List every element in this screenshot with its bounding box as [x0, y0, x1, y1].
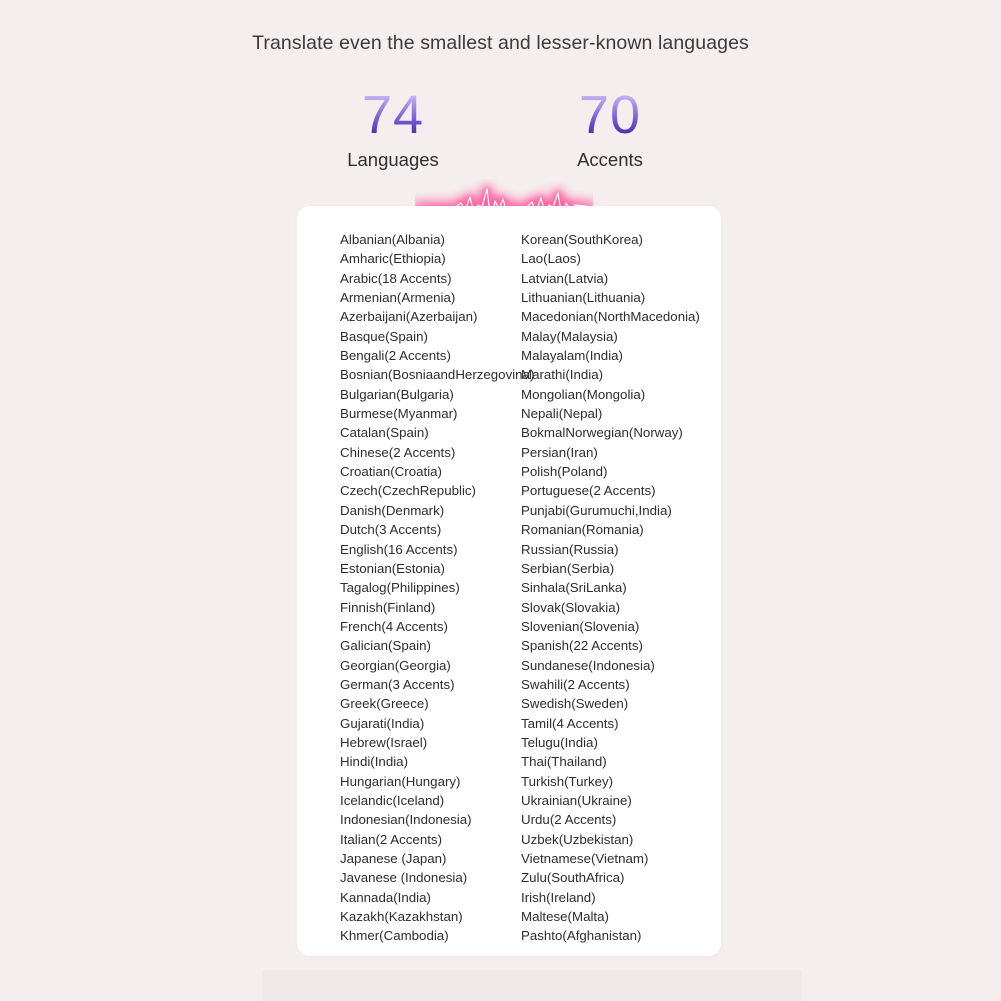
- language-column-left: [297, 230, 535, 946]
- language-list-item: Punjabi(Gurumuchi,India): [521, 502, 672, 518]
- languages-count: 74: [308, 86, 478, 144]
- page-title: Translate even the smallest and lesser-known languages: [252, 32, 749, 54]
- language-list-item: Sinhala(SriLanka): [521, 580, 627, 596]
- language-list-item: Galician(Spain): [340, 638, 431, 654]
- language-list-item: Armenian(Armenia): [340, 290, 456, 306]
- language-list-item: Khmer(Cambodia): [340, 928, 449, 944]
- language-list-item: Turkish(Turkey): [521, 773, 614, 789]
- language-list-item: Telugu(India): [521, 734, 598, 750]
- language-list-item: Nepali(Nepal): [521, 406, 603, 422]
- language-list-item: Gujarati(India): [340, 715, 425, 731]
- language-list-item: Romanian(Romania): [521, 522, 644, 538]
- language-list-item: French(4 Accents): [340, 618, 448, 634]
- language-list-item: Tagalog(Philippines): [340, 580, 460, 596]
- accents-count: 70: [525, 86, 695, 144]
- language-list-item: Persian(Iran): [521, 444, 598, 460]
- language-list-item: Urdu(2 Accents): [521, 812, 617, 828]
- language-list-item: Sundanese(Indonesia): [521, 657, 655, 673]
- language-list-item: Japanese (Japan): [340, 851, 447, 866]
- background-band: [262, 970, 802, 1001]
- language-list-item: Slovak(Slovakia): [521, 599, 621, 615]
- language-list-item: Bosnian(BosniaandHerzegovina): [340, 367, 535, 383]
- language-list-item: Uzbek(Uzbekistan): [521, 831, 634, 847]
- language-list-item: Polish(Poland): [521, 464, 608, 480]
- language-list-item: Irish(Ireland): [521, 889, 596, 905]
- language-list-item: Malay(Malaysia): [521, 328, 618, 344]
- language-list-item: Azerbaijani(Azerbaijan): [340, 309, 478, 325]
- language-list-item: Ukrainian(Ukraine): [521, 792, 632, 808]
- language-list-item: Amharic(Ethiopia): [340, 251, 446, 267]
- language-list-item: English(16 Accents): [340, 541, 458, 557]
- language-list-item: Finnish(Finland): [340, 599, 436, 615]
- language-list-item: Korean(SouthKorea): [521, 232, 643, 247]
- language-list-item: Latvian(Latvia): [521, 270, 609, 286]
- language-list-item: BokmalNorwegian(Norway): [521, 425, 683, 441]
- language-list-item: Lao(Laos): [521, 251, 581, 267]
- language-list-item: Slovenian(Slovenia): [521, 618, 640, 634]
- language-list-item: Chinese(2 Accents): [340, 444, 456, 460]
- language-list-item: Basque(Spain): [340, 328, 428, 344]
- language-list-item: Mongolian(Mongolia): [521, 386, 646, 402]
- language-list-item: Icelandic(Iceland): [340, 792, 445, 808]
- language-list-item: Serbian(Serbia): [521, 560, 615, 576]
- language-list-item: Macedonian(NorthMacedonia): [521, 309, 700, 325]
- language-list-item: Czech(CzechRepublic): [340, 483, 476, 499]
- language-list-item: Bulgarian(Bulgaria): [340, 386, 454, 402]
- language-list-item: Georgian(Georgia): [340, 657, 451, 673]
- language-column-right: [505, 230, 721, 946]
- language-list-item: Estonian(Estonia): [340, 560, 445, 576]
- language-list-item: Malayalam(India): [521, 348, 623, 364]
- language-list-item: Thai(Thailand): [521, 754, 607, 770]
- stat-accents: [525, 86, 695, 171]
- language-list-item: Russian(Russia): [521, 541, 619, 557]
- language-list-item: Vietnamese(Vietnam): [521, 851, 649, 866]
- language-list-item: Javanese (Indonesia): [340, 870, 468, 886]
- language-columns: [297, 230, 721, 946]
- language-list-card: [297, 206, 721, 956]
- language-list-item: Hindi(India): [340, 754, 408, 770]
- language-list-item: Danish(Denmark): [340, 502, 445, 518]
- stats-hero: [0, 86, 1001, 181]
- language-list-item: Burmese(Myanmar): [340, 406, 458, 422]
- language-list-item: Marathi(India): [521, 367, 604, 383]
- language-list-item: Bengali(2 Accents): [340, 348, 451, 364]
- language-list-item: Kannada(India): [340, 889, 431, 905]
- language-list-item: Croatian(Croatia): [340, 464, 442, 480]
- language-list-item: Albanian(Albania): [340, 232, 445, 247]
- language-list-item: Greek(Greece): [340, 696, 429, 712]
- language-list-item: Kazakh(Kazakhstan): [340, 909, 463, 925]
- languages-label: Languages: [347, 149, 439, 170]
- language-list-item: Portuguese(2 Accents): [521, 483, 656, 499]
- language-list-item: Swahili(2 Accents): [521, 676, 630, 692]
- language-list-item: Hungarian(Hungary): [340, 773, 461, 789]
- language-list-item: Tamil(4 Accents): [521, 715, 619, 731]
- language-list-item: Lithuanian(Lithuania): [521, 290, 646, 306]
- stat-languages: [308, 86, 478, 171]
- language-list-item: Spanish(22 Accents): [521, 638, 643, 654]
- accents-label: Accents: [577, 149, 643, 170]
- language-list-item: Catalan(Spain): [340, 425, 429, 441]
- language-list-item: Swedish(Sweden): [521, 696, 629, 712]
- language-list-item: German(3 Accents): [340, 676, 455, 692]
- language-list-item: Pashto(Afghanistan): [521, 928, 642, 944]
- language-list-item: Maltese(Malta): [521, 909, 609, 925]
- language-list-item: Dutch(3 Accents): [340, 522, 442, 538]
- language-list-item: Italian(2 Accents): [340, 831, 442, 847]
- language-list-item: Arabic(18 Accents): [340, 270, 452, 286]
- language-list-item: Indonesian(Indonesia): [340, 812, 472, 828]
- language-list-item: Hebrew(Israel): [340, 734, 428, 750]
- language-list-item: Zulu(SouthAfrica): [521, 870, 625, 886]
